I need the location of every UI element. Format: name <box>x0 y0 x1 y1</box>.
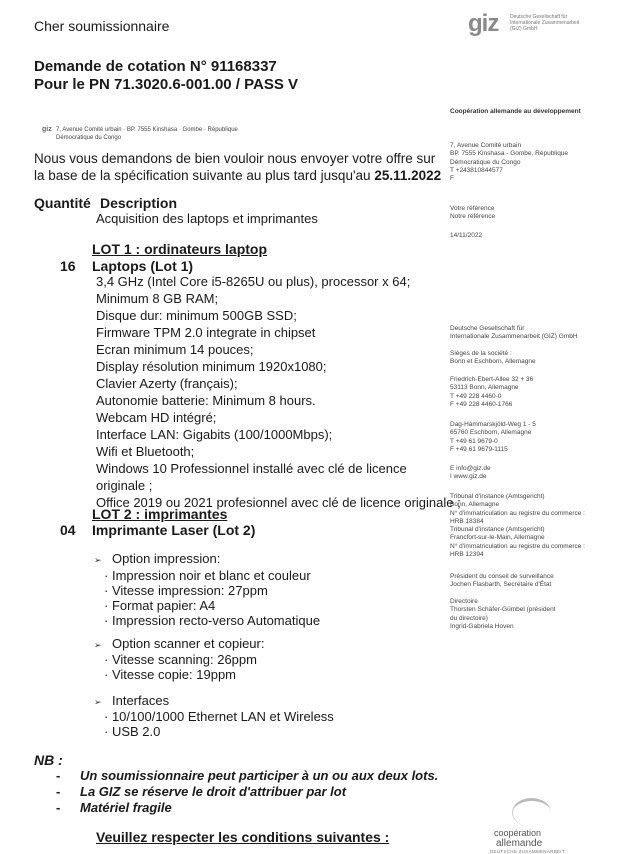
sidebar-line: F +49 61 9679-1115 <box>450 445 508 453</box>
sidebar-line: HRB 12394 <box>450 551 484 559</box>
sidebar-email: E info@giz.de <box>450 465 491 472</box>
sidebar-line: Francfort-sur-le-Main, Allemagne <box>450 534 545 542</box>
project-number: Pour le PN 71.3020.6-001.00 / PASS V <box>34 76 299 93</box>
your-reference: Votre référence <box>450 205 495 212</box>
sidebar-line: Jochen Flasbarth, Secrétaire d'État <box>450 581 552 589</box>
option-item: · Format papier: A4 <box>104 598 216 613</box>
option-item: · Vitesse scanning: 26ppm <box>104 652 257 667</box>
deadline-date: 25.11.2022 <box>374 168 442 183</box>
column-description: Description <box>100 195 178 211</box>
spec-item: Windows 10 Professionnel installé avec clé de licence <box>96 461 407 476</box>
sidebar-tribunal <box>450 493 610 559</box>
sidebar-line: Bonn et Eschborn, Allemagne <box>450 358 536 366</box>
sidebar-eschborn-address <box>450 421 610 454</box>
nb-title: NB : <box>34 752 63 768</box>
sidebar-line: Ingrid-Gabriela Hoven <box>450 622 514 630</box>
sidebar-line: Deutsche Gesellschaft für <box>450 325 525 332</box>
spec-item: originale ; <box>96 478 153 493</box>
sidebar-references <box>450 205 610 222</box>
sidebar-line: T +49 228 4460-0 <box>450 392 502 400</box>
spec-item: Firmware TPM 2.0 integrate in chipset <box>96 325 316 340</box>
document-date: 14/11/2022 <box>450 232 483 239</box>
arrow-bullet-icon: ➢ <box>94 555 102 565</box>
sidebar-contact <box>450 465 610 482</box>
spec-item: Clavier Azerty (français); <box>96 376 238 391</box>
spec-item: Wifi et Bluetooth; <box>96 444 195 459</box>
lot2-title: LOT 2 : imprimantes <box>92 506 228 522</box>
sidebar-line: Démocratique du Congo <box>450 158 521 166</box>
lot1-item: Laptops (Lot 1) <box>92 258 194 274</box>
giz-logo-description: Deutsche Gesellschaft für Internationale Zusammenarbeit (GIZ) GmbH <box>510 14 580 32</box>
option-title: Interfaces <box>112 693 170 708</box>
quotation-title: Demande de cotation N° 91168337 <box>34 58 277 75</box>
lot2-quantity: 04 <box>60 522 76 538</box>
sidebar-line: 53113 Bonn, Allemagne <box>450 384 519 392</box>
spec-item: Ecran minimum 14 pouces; <box>96 342 254 357</box>
sidebar-line: Bonn, Allemagne <box>450 501 500 509</box>
spec-item: Interface LAN: Gigabits (100/1000Mbps); <box>96 427 333 442</box>
spec-item: Office 2019 ou 2021 profesionnel avec clé de licence originale ; <box>96 495 461 510</box>
sender-address: 7, Avenue Comité urbain · BP. 7555 Kinshasa · Gombe · République Démocratique du Congo <box>56 127 238 141</box>
spec-item: Display résolution minimum 1920x1080; <box>96 359 327 374</box>
nb-item: - Matériel fragile <box>56 800 172 815</box>
nb-list <box>56 768 438 816</box>
option-item: · USB 2.0 <box>104 724 161 739</box>
logo-line: coopération <box>494 828 542 838</box>
option-item: · Vitesse impression: 27ppm <box>104 583 268 598</box>
option-scanner-list <box>104 652 257 682</box>
option-interfaces-heading <box>94 693 169 708</box>
sidebar-line: Tribunal d'instance (Amtsgericht) <box>450 526 545 534</box>
cooperation-heading: Coopération allemande au développement <box>450 108 581 115</box>
sidebar-line: T +49 61 9679-0 <box>450 437 498 445</box>
sidebar-direction <box>450 598 610 631</box>
sidebar-line: Président du conseil de surveillance <box>450 573 554 580</box>
small-giz-logo: giz <box>42 126 52 133</box>
sidebar-line: Dag-Hammarskjöld-Weg 1 - 5 <box>450 421 536 428</box>
spec-item: Webcam HD intégré; <box>96 410 217 425</box>
cooperation-logo-mark-icon <box>512 798 551 827</box>
sidebar-line: N° d'immatriculation au registre du commerce : <box>450 509 585 517</box>
cooperation-allemande-logo <box>478 798 588 854</box>
nb-item: - Un soumissionnaire peut participer à un ou aux deux lots. <box>56 768 439 783</box>
lot1-spec-list <box>96 273 461 511</box>
sidebar-line: 65760 Eschborn, Allemagne <box>450 429 532 437</box>
lot1-title: LOT 1 : ordinateurs laptop <box>92 241 268 257</box>
sidebar-line: Tribunal d'instance (Amtsgericht) <box>450 493 545 500</box>
sidebar-line: Friedrich-Ebert-Allee 32 + 36 <box>450 376 534 383</box>
option-title: Option impression: <box>112 551 221 566</box>
sidebar-line: T +243810844577 <box>450 166 503 174</box>
spec-item: Disque dur: minimum 500GB SSD; <box>96 308 297 323</box>
giz-logo <box>468 12 588 42</box>
spec-item: Autonomie batterie: Minimum 8 hours. <box>96 393 316 408</box>
sidebar-company <box>450 325 610 342</box>
sidebar-council <box>450 573 610 590</box>
sidebar-line: F <box>450 175 454 183</box>
sidebar-line: du directoire) <box>450 614 488 622</box>
sidebar-seats <box>450 350 610 367</box>
sidebar-bonn-address <box>450 376 610 409</box>
option-printing-heading <box>94 551 220 566</box>
option-scanner-heading <box>94 636 264 651</box>
option-item: · 10/100/1000 Ethernet LAN et Wireless <box>104 709 334 724</box>
sidebar-line: Thorsten Schäfer-Gümbel (président <box>450 606 556 614</box>
sidebar-website: I www.giz.de <box>450 473 487 481</box>
giz-logo-text: giz <box>468 10 499 37</box>
sidebar-line: N° d'immatriculation au registre du commerce : <box>450 542 585 550</box>
sidebar-line: Sièges de la société : <box>450 350 512 357</box>
logo-line: DEUTSCHE ZUSAMMENARBEIT <box>490 849 565 854</box>
option-interfaces-list <box>104 709 334 739</box>
option-title: Option scanner et copieur: <box>112 636 265 651</box>
sidebar-line: Directoire <box>450 598 478 605</box>
option-item: · Impression noir et blanc et couleur <box>104 568 311 583</box>
arrow-bullet-icon: ➢ <box>94 640 102 650</box>
greeting: Cher soumissionnaire <box>34 18 170 34</box>
sidebar-line: F +49 228 4460-1766 <box>450 400 513 408</box>
option-item: · Impression recto-verso Automatique <box>104 613 321 628</box>
conditions-heading: Veuillez respecter les conditions suivantes : <box>96 829 390 845</box>
sidebar-line: BP. 7555 Kinshasa - Gombe, République <box>450 150 569 158</box>
arrow-bullet-icon: ➢ <box>94 697 102 707</box>
sidebar-address <box>450 142 610 183</box>
our-reference: Notre référence <box>450 213 496 221</box>
nb-item: - La GIZ se réserve le droit d'attribuer par lot <box>56 784 347 799</box>
lot2-item: Imprimante Laser (Lot 2) <box>92 522 256 538</box>
intro-text: Nous vous demandons de bien vouloir nous envoyer votre offre sur la base de la spécification suivante au plus tard jusqu'au <box>34 151 436 183</box>
intro-paragraph <box>34 150 444 184</box>
sidebar-line: 7, Avenue Comité urbain <box>450 142 522 149</box>
lot1-quantity: 16 <box>60 258 76 274</box>
spec-item: Minimum 8 GB RAM; <box>96 291 219 306</box>
option-item: · Vitesse copie: 19ppm <box>104 667 237 682</box>
general-description: Acquisition des laptops et imprimantes <box>96 211 318 226</box>
spec-item: 3,4 GHz (Intel Core i5-8265U ou plus), processor x 64; <box>96 274 411 289</box>
sidebar-line: Internationale Zusammenarbeit (GIZ) GmbH <box>450 333 578 341</box>
logo-line: allemande <box>496 838 543 849</box>
column-quantity: Quantité <box>34 195 91 211</box>
sidebar-line: HRB 18384 <box>450 517 484 525</box>
option-printing-list <box>104 568 320 628</box>
